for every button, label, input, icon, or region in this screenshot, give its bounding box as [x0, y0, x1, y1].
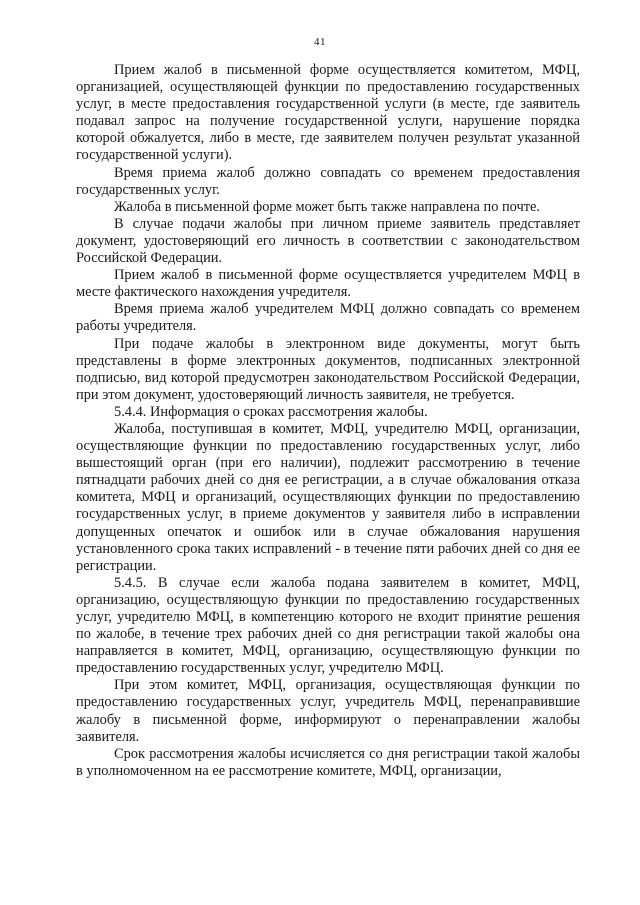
- paragraph-founder-time: Время приема жалоб учредителем МФЦ должно совпадать со временем работы учредителя.: [76, 301, 580, 335]
- paragraph-personal-reception: В случае подачи жалобы при личном приеме заявитель представляет документ, удостоверяющий его личность в соответствии с законодательством Российской Федерации.: [76, 215, 580, 267]
- paragraph-review-terms: Жалоба, поступившая в комитет, МФЦ, учредителю МФЦ, организации, осуществляющие функции по предоставлению государственных услуг, либо вышестоящий орган (при его наличии), подлежит рассмотрению в течение пятнадцати рабочих дней со дня ее регистрации, а в случае обжалования отказа комитета, МФЦ и организаций, осуществляющих функции по предоставлению государственных услуг, в приеме документов у заявителя либо в исправлении допущенных опечаток и ошибок или в случае обжалования нарушения установленного срока таких исправлений - в течение пяти рабочих дней со дня ее регистрации.: [76, 420, 580, 574]
- section-5-4-5: 5.4.5. В случае если жалоба подана заявителем в комитет, МФЦ, организацию, осуществляющую функции по предоставлению государственных услуг, учредителю МФЦ, в компетенцию которого не входит принятие решения по жалобе, в течение трех рабочих дней со дня регистрации такой жалобы она направляется в комитет, МФЦ, организацию, осуществляющую функции по предоставлению государственных услуг, учредителю МФЦ.: [76, 574, 580, 677]
- paragraph-redirection: При этом комитет, МФЦ, организация, осуществляющая функции по предоставлению государственных услуг, учредитель МФЦ, перенаправившие жалобу в письменной форме, информируют о перенаправлении жалобы заявителя.: [76, 677, 580, 745]
- document-body: [76, 62, 580, 780]
- section-heading-5-4-4: 5.4.4. Информация о сроках рассмотрения жалобы.: [114, 403, 428, 420]
- paragraph-mail: Жалоба в письменной форме может быть также направлена по почте.: [114, 198, 541, 215]
- paragraph-written-complaints: Прием жалоб в письменной форме осуществляется комитетом, МФЦ, организацией, осуществляющей функции по предоставлению государственных услуг, в месте предоставления государственной услуги (в месте, где заявитель подавал запрос на получение государственной услуги, нарушение порядка которой обжалуется, либо в месте, где заявителем получен результат указанной государственной услуги).: [76, 62, 580, 164]
- paragraph-review-period-start: Срок рассмотрения жалобы исчисляется со дня регистрации такой жалобы в уполномоченном на ее рассмотрение комитете, МФЦ, организации,: [76, 745, 580, 779]
- page-number: 41: [314, 36, 326, 48]
- paragraph-electronic: При подаче жалобы в электронном виде документы, могут быть представлены в форме электронных документов, подписанных электронной подписью, вид которой предусмотрен законодательством Российской Федерации, при этом документ, удостоверяющий личность заявителя, не требуется.: [76, 335, 580, 403]
- paragraph-founder-reception: Прием жалоб в письменной форме осуществляется учредителем МФЦ в месте фактического нахождения учредителя.: [76, 267, 580, 301]
- paragraph-reception-time: Время приема жалоб должно совпадать со временем предоставления государственных услуг.: [76, 164, 580, 198]
